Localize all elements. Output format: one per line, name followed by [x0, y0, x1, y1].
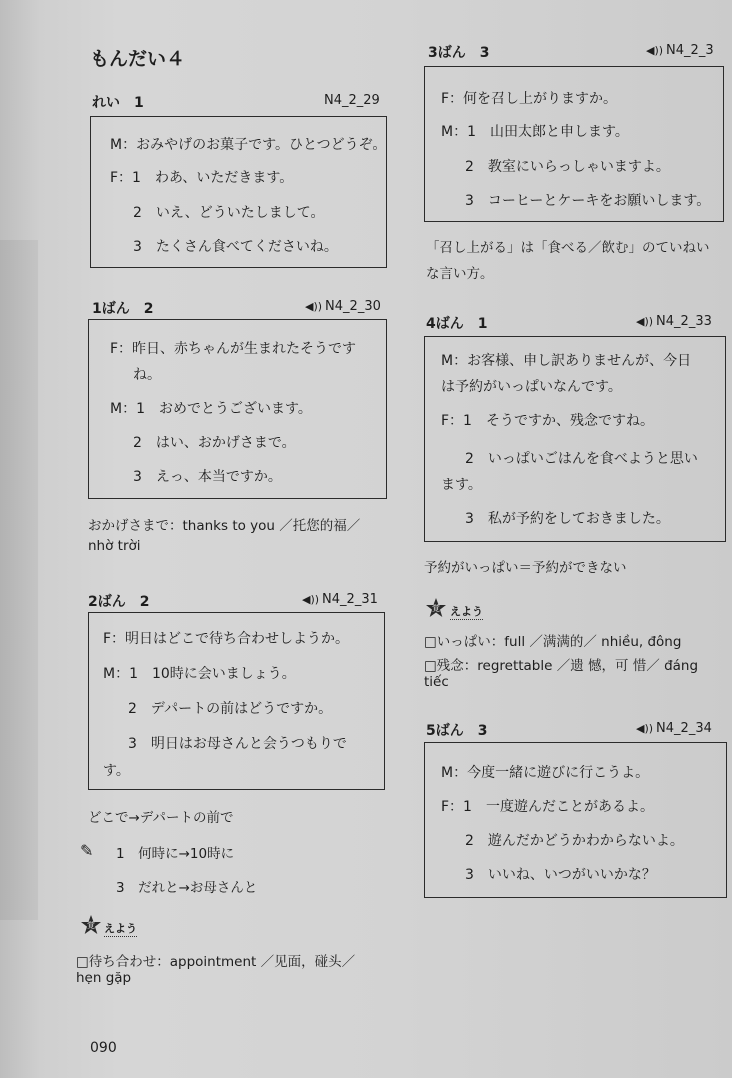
answer-number: 3 [479, 45, 490, 61]
dialog-line: M：お客様、申し訳ありませんが、今日 [441, 353, 692, 369]
question-head-1 [92, 298, 154, 318]
audio-track-1 [305, 299, 381, 314]
question-label: 5ばん [426, 723, 464, 739]
audio-track-label: N4_2_34 [656, 721, 712, 736]
audio-track-3 [646, 43, 714, 58]
question-head-rei [92, 92, 144, 112]
dialog-line: M：おみやげのお菓子です。ひとつどうぞ。 [110, 137, 387, 153]
marker-pen-icon: ✎ [80, 841, 94, 860]
star-badge-icon [425, 597, 447, 619]
svg-text:覚: 覚 [432, 604, 440, 613]
speaker-icon: ◀)) [636, 315, 654, 328]
audio-track-rei [324, 93, 380, 108]
dialog-line: 3 たくさん食べてくださいね。 [133, 239, 338, 255]
speaker-icon: ◀)) [302, 593, 320, 606]
dialog-line: M：1 10時に会いましょう。 [103, 666, 296, 682]
vocabulary-entry: □残念：regrettable ／遗 憾，可 惜／ đáng [424, 658, 699, 674]
question-head-2 [88, 591, 150, 611]
dialog-line: は予約がいっぱいなんです。 [441, 379, 622, 395]
question-head-4 [426, 313, 488, 333]
dialog-line: 2 教室にいらっしゃいますよ。 [465, 159, 670, 175]
dialog-line: F：1 一度遊んだことがあるよ。 [441, 799, 654, 815]
vocabulary-entry: □いっぱい：full ／满满的／ nhiều, đông [424, 634, 682, 650]
answer-number: 1 [477, 316, 488, 332]
question-label: 1ばん [92, 301, 130, 317]
dialog-line: 3 コーヒーとケーキをお願いします。 [465, 193, 711, 209]
answer-number: 3 [477, 723, 488, 739]
audio-track-label: N4_2_29 [324, 93, 380, 108]
answer-number: 2 [139, 594, 150, 610]
dialog-line: 2 デパートの前はどうですか。 [128, 701, 333, 717]
speaker-icon: ◀)) [636, 722, 654, 735]
question-head-3 [428, 42, 490, 62]
page-title: もんだい４ [90, 48, 186, 70]
oboeyou-label: えよう [104, 922, 137, 935]
audio-track-label: N4_2_31 [322, 592, 378, 607]
dialog-line: F：明日はどこで待ち合わせしようか。 [103, 631, 350, 647]
dialog-line: ね。 [133, 367, 161, 383]
dialog-line: 2 遊んだかどうかわからないよ。 [465, 833, 684, 849]
explanation-note: nhờ trời [88, 538, 141, 554]
dialog-line: F：何を召し上がりますか。 [441, 91, 618, 107]
vocabulary-entry: □待ち合わせ：appointment ／见面，碰头／ [76, 954, 356, 970]
audio-track-label: N4_2_33 [656, 314, 712, 329]
svg-text:覚: 覚 [87, 921, 95, 930]
dialog-line: F：昨日、赤ちゃんが生まれたそうです [110, 341, 357, 357]
vocabulary-entry: tiếc [424, 674, 449, 690]
explanation-note: おかげさまで：thanks to you ／托您的福／ [88, 518, 361, 534]
oboeyou-label: えよう [450, 605, 483, 618]
question-label: 3ばん [428, 45, 466, 61]
question-label: れい [92, 95, 120, 111]
speaker-icon: ◀)) [305, 300, 323, 313]
audio-track-5 [636, 721, 712, 736]
question-head-5 [426, 720, 488, 740]
star-badge-icon [80, 914, 102, 936]
explanation-note: どこで→デパートの前で [88, 810, 234, 826]
answer-number: 1 [134, 95, 144, 111]
dialog-line: F：1 わあ、いただきます。 [110, 170, 294, 186]
speaker-icon: ◀)) [646, 44, 664, 57]
dialog-line: M：1 おめでとうございます。 [110, 401, 312, 417]
dialog-line: 3 明日はお母さんと会うつもりで [128, 736, 347, 752]
dialog-line: ます。 [441, 477, 482, 493]
vocabulary-entry: hẹn gặp [76, 970, 132, 986]
dialog-line: 2 はい、おかげさまで。 [133, 435, 296, 451]
page-number: 090 [90, 1040, 117, 1056]
audio-track-label: N4_2_30 [325, 299, 381, 314]
dialog-line: M：1 山田太郎と申します。 [441, 124, 629, 140]
explanation-note: な言い方。 [426, 266, 494, 282]
question-label: 2ばん [88, 594, 126, 610]
dialog-line: 3 私が予約をしておきました。 [465, 511, 670, 527]
explanation-note: 3 だれと→お母さんと [116, 880, 258, 896]
dialog-line: 3 いいね、いつがいいかな？ [465, 867, 656, 883]
explanation-note: 1 何時に→10時に [116, 846, 235, 862]
dialog-line: す。 [103, 763, 130, 779]
binding-shadow [0, 240, 38, 920]
explanation-note: 「召し上がる」は「食べる／飲む」のていねい [426, 240, 710, 256]
audio-track-2 [302, 592, 378, 607]
audio-track-4 [636, 314, 712, 329]
dialog-line: 2 いっぱいごはんを食べようと思い [465, 451, 698, 467]
question-label: 4ばん [426, 316, 464, 332]
dialog-line: 3 えっ、本当ですか。 [133, 469, 282, 485]
dialog-line: F：1 そうですか、残念ですね。 [441, 413, 654, 429]
answer-number: 2 [143, 301, 154, 317]
audio-track-label: N4_2_3 [666, 43, 714, 58]
explanation-note: 予約がいっぱい＝予約ができない [424, 560, 627, 576]
dialog-line: M：今度一緒に遊びに行こうよ。 [441, 765, 650, 781]
dialog-line: 2 いえ、どういたしまして。 [133, 205, 325, 221]
